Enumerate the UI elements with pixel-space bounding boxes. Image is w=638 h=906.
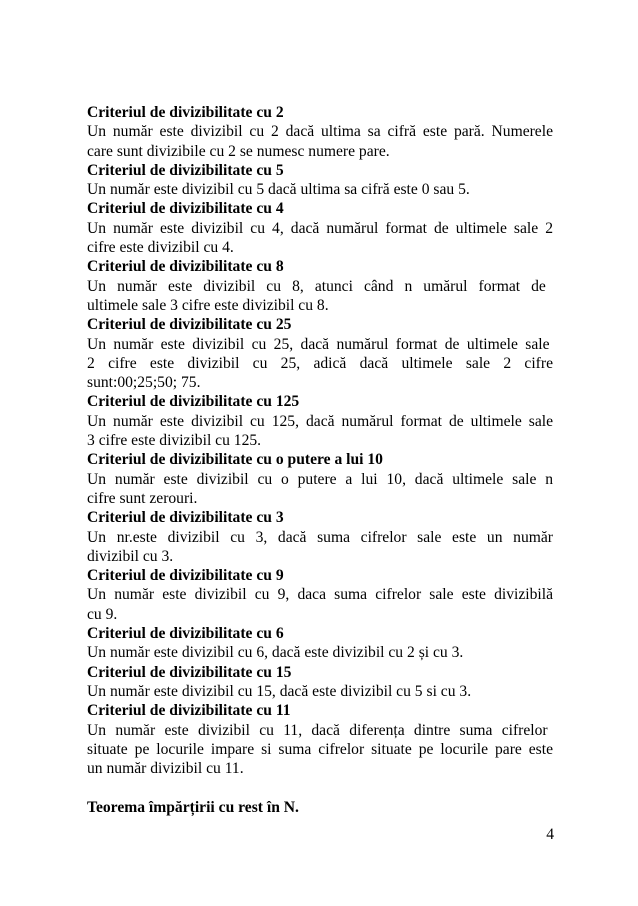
criterion-heading: Criteriul de divizibilitate cu 25	[87, 316, 292, 334]
text-line: Un număr este divizibil cu 8, atunci când n umărul format de	[87, 277, 546, 295]
criterion-section	[87, 566, 553, 624]
text-line: care sunt divizibile cu 2 se numesc numere pare.	[87, 142, 390, 160]
criterion-section	[87, 315, 553, 392]
criterion-text	[87, 470, 553, 509]
text-line: cu 9.	[87, 605, 118, 623]
criterion-heading: Criteriul de divizibilitate cu 9	[87, 567, 284, 585]
criterion-section	[87, 392, 553, 450]
criterion-heading: Criteriul de divizibilitate cu 6	[87, 625, 284, 643]
text-line: divizibil cu 3.	[87, 547, 174, 565]
criterion-section	[87, 701, 553, 778]
criterion-text	[87, 412, 553, 451]
criterion-section	[87, 199, 553, 257]
text-line: Un număr este divizibil cu 9, daca suma cifrelor sale este divizibilă	[87, 586, 553, 604]
criterion-heading: Criteriul de divizibilitate cu 2	[87, 104, 284, 121]
section-heading: Teorema împărțirii cu rest în N.	[87, 798, 299, 816]
criterion-text	[87, 277, 553, 316]
text-line: 3 cifre este divizibil cu 125.	[87, 432, 262, 450]
criterion-text	[87, 721, 553, 779]
criterion-heading: Criteriul de divizibilitate cu 4	[87, 200, 284, 218]
criterion-heading: Criteriul de divizibilitate cu 11	[87, 702, 291, 720]
criterion-section	[87, 257, 553, 315]
criterion-text	[87, 682, 553, 701]
text-line: Un număr este divizibil cu 5 dacă ultima sa cifră este 0 sau 5.	[87, 181, 470, 199]
text-line: Un număr este divizibil cu 2 dacă ultima sa cifră este pară. Numerele	[87, 123, 553, 141]
criterion-text	[87, 585, 553, 624]
page-number: 4	[546, 826, 554, 843]
criterion-text	[87, 643, 553, 662]
criterion-text	[87, 180, 553, 199]
text-line: Un număr este divizibil cu 15, dacă este divizibil cu 5 si cu 3.	[87, 682, 472, 700]
criterion-text	[87, 528, 553, 567]
criterion-section	[87, 663, 553, 702]
criterion-heading: Criteriul de divizibilitate cu o putere a lui 10	[87, 451, 383, 469]
text-line: Un număr este divizibil cu 125, dacă numărul format de ultimele sale	[87, 412, 553, 430]
criterion-heading: Criteriul de divizibilitate cu 125	[87, 393, 300, 411]
text-line: Un număr este divizibil cu o putere a lui 10, dacă ultimele sale n	[87, 470, 553, 488]
text-line: situate pe locurile impare si suma cifrelor situate pe locurile pare este	[87, 740, 553, 758]
text-line: Un număr este divizibil cu 4, dacă numărul format de ultimele sale 2	[87, 219, 553, 237]
criterion-section	[87, 103, 553, 161]
text-line: sunt:00;25;50; 75.	[87, 374, 201, 392]
criterion-heading: Criteriul de divizibilitate cu 5	[87, 161, 284, 179]
text-line: cifre sunt zerouri.	[87, 489, 198, 507]
criterion-section	[87, 508, 553, 566]
criterion-heading: Criteriul de divizibilitate cu 8	[87, 258, 284, 276]
criterion-heading: Criteriul de divizibilitate cu 15	[87, 663, 292, 681]
text-line: un număr divizibil cu 11.	[87, 760, 244, 778]
criterion-text	[87, 219, 553, 258]
text-line: ultimele sale 3 cifre este divizibil cu 8.	[87, 296, 329, 314]
text-line: cifre este divizibil cu 4.	[87, 239, 234, 257]
criterion-section	[87, 450, 553, 508]
criterion-text	[87, 335, 553, 393]
text-line: Un număr este divizibil cu 6, dacă este divizibil cu 2 și cu 3.	[87, 644, 464, 662]
criterion-section	[87, 624, 553, 663]
text-line: Un nr.este divizibil cu 3, dacă suma cifrelor sale este un număr	[87, 528, 553, 546]
criterion-section	[87, 161, 553, 200]
text-line: 2 cifre este divizibil cu 25, adică dacă ultimele sale 2 cifre	[87, 354, 553, 372]
text-line: Un număr este divizibil cu 11, dacă diferența dintre suma cifrelor	[87, 721, 548, 739]
criterion-heading: Criteriul de divizibilitate cu 3	[87, 509, 284, 527]
criterion-text	[87, 122, 553, 161]
page-content	[87, 103, 553, 817]
text-line: Un număr este divizibil cu 25, dacă numărul format de ultimele sale	[87, 335, 550, 353]
spacer	[87, 778, 553, 797]
